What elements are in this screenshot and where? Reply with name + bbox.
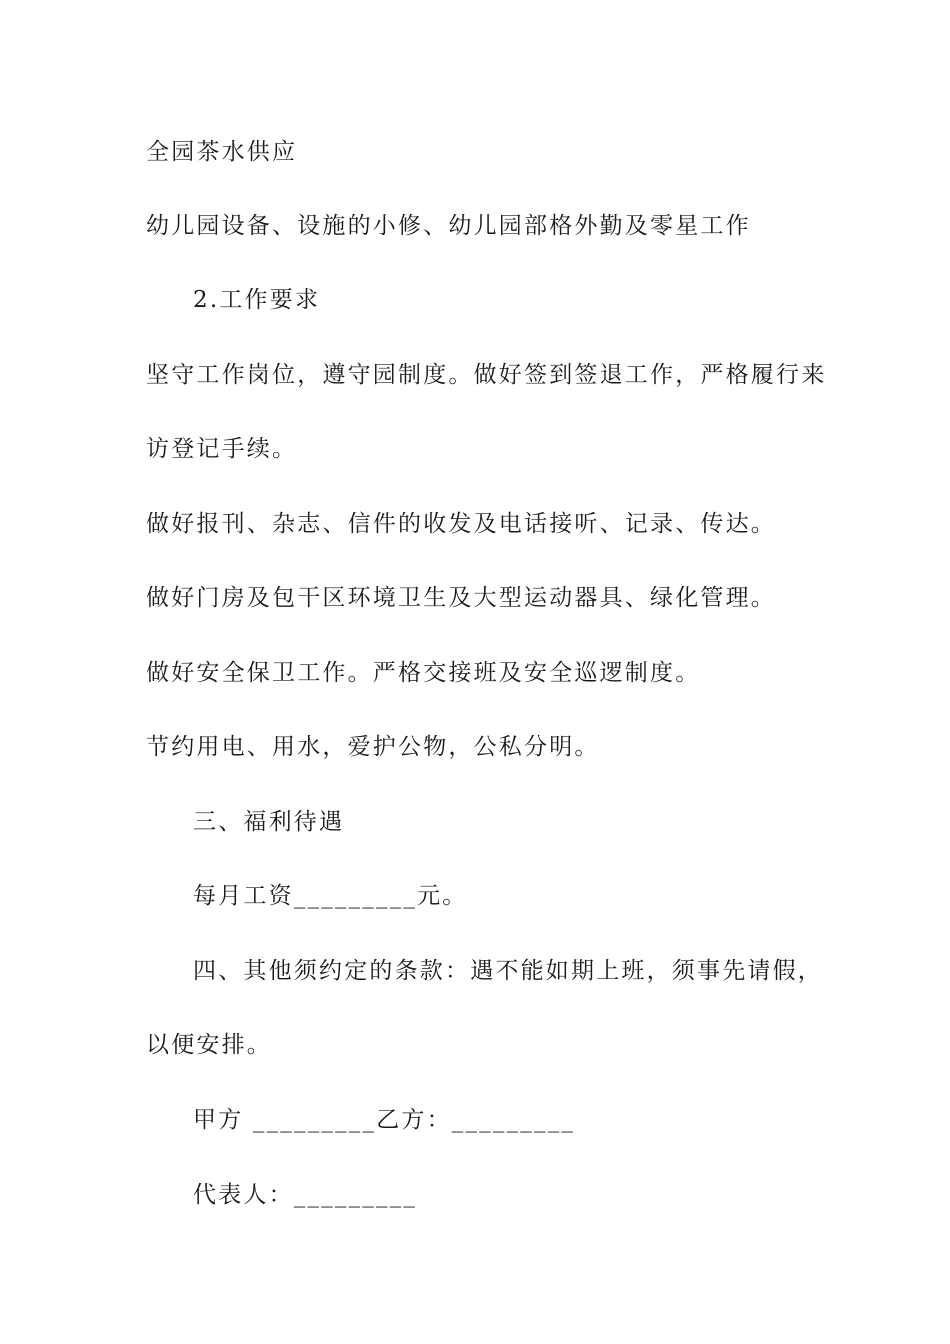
section-heading-benefits: 三、福利待遇 <box>193 809 345 835</box>
text-line-security: 做好安全保卫工作。严格交接班及安全巡逻制度。 <box>146 660 701 686</box>
signature-line-representative: 代表人：_________ <box>193 1182 418 1208</box>
text-line-save-resources: 节约用电、用水，爱护公物，公私分明。 <box>146 734 600 760</box>
text-line-arrangement: 以便安排。 <box>146 1032 272 1058</box>
text-line-stick-to-post: 坚守工作岗位，遵守园制度。做好签到签退工作，严格履行来 <box>146 362 827 388</box>
text-line-visitor-registration: 访登记手续。 <box>146 436 298 462</box>
section-heading-other-terms: 四、其他须约定的条款：遇不能如期上班，须事先请假， <box>193 958 823 984</box>
text-line-repairs: 幼儿园设备、设施的小修、幼儿园部格外勤及零星工作 <box>146 213 751 239</box>
section-heading-work-requirements: 2.工作要求 <box>193 287 321 313</box>
text-line-mail-phone: 做好报刊、杂志、信件的收发及电话接听、记录、传达。 <box>146 511 776 537</box>
text-line-monthly-salary: 每月工资_________元。 <box>193 883 468 909</box>
signature-line-parties: 甲方 _________乙方：_________ <box>193 1107 576 1133</box>
text-line-hygiene-greening: 做好门房及包干区环境卫生及大型运动器具、绿化管理。 <box>146 585 776 611</box>
text-line-tea-supply: 全园茶水供应 <box>146 139 298 165</box>
